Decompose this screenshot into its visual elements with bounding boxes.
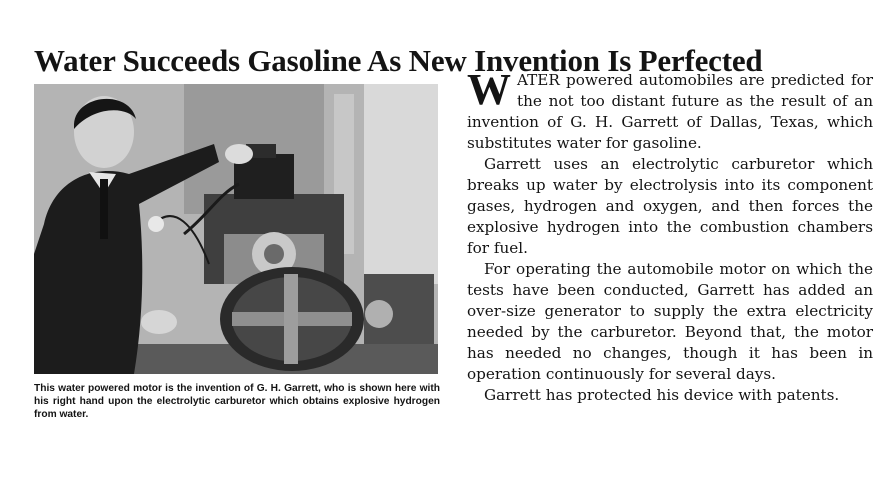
photo-caption: This water powered motor is the invention of G. H. Garrett, who is shown here with his right hand upon the electrolytic carburetor which obtains explosive hydrogen from water. [34, 383, 440, 420]
article-paragraph: Garrett has protected his device with patents. [484, 386, 840, 404]
lead-text: ATER powered automobiles are predicted for the not too distant future as the result of an invention of G. H. Garrett of Dallas, Texas, which substitutes water for gasoline. [467, 71, 873, 152]
headline: Water Succeeds Gasoline As New Invention Is Perfected [34, 42, 763, 78]
photo-man-with-water-motor [34, 84, 438, 374]
article-paragraph-lead [467, 65, 873, 154]
article-paragraph: Garrett uses an electrolytic carburetor which breaks up water by electrolysis into its component gases, hydrogen and oxygen, and then forces the explosive hydrogen into the combustion chambers for fuel. [467, 155, 873, 257]
article-paragraph: For operating the automobile motor on which the tests have been conducted, Garrett has added an over-size generator to supply the extra electricity needed by the carburetor. Beyond that, the motor has needed no changes, though it has been in operation continuously for several days. [467, 260, 873, 383]
article-body [467, 65, 873, 406]
drop-cap: W [467, 65, 511, 114]
